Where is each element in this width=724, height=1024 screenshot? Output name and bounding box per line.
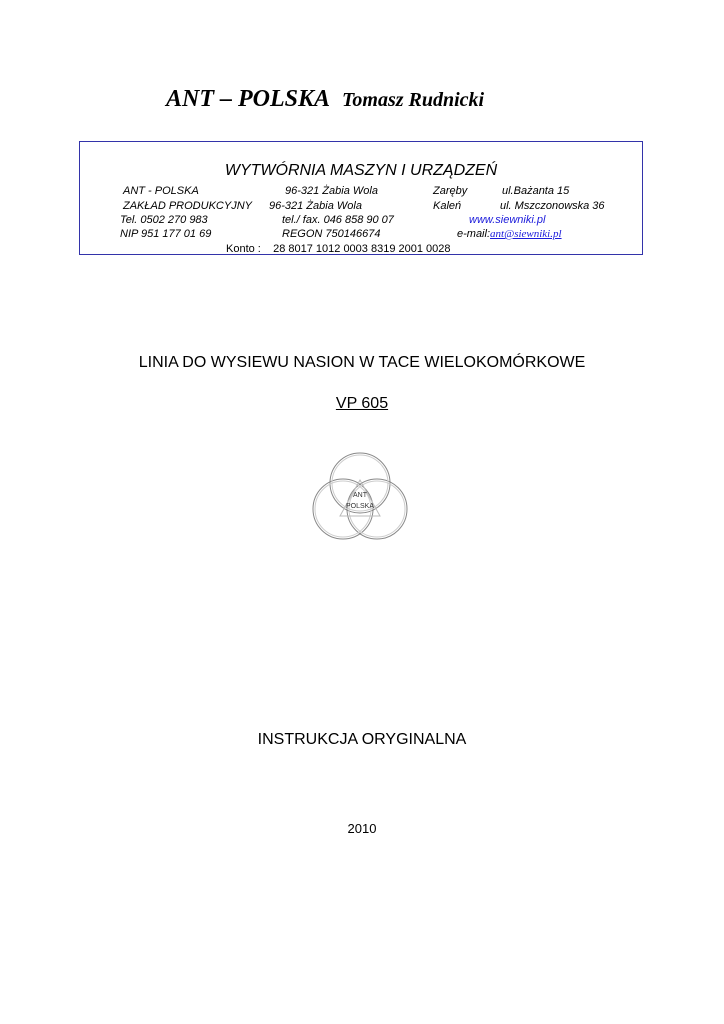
website-link[interactable]: www.siewniki.pl xyxy=(469,214,546,226)
row2-postcode: 96-321 Żabia Wola xyxy=(269,200,362,212)
row1-locality: Zaręby xyxy=(433,185,468,197)
model-number-row xyxy=(0,395,724,413)
account-number: 28 8017 1012 0003 8319 2001 0028 xyxy=(273,243,451,255)
document-subtitle: INSTRUKCJA ORYGINALNA xyxy=(257,731,467,748)
fax-number: tel./ fax. 046 858 90 07 xyxy=(282,214,394,226)
phone-number: Tel. 0502 270 983 xyxy=(120,214,208,226)
logo-text-polska: POLSKA xyxy=(345,503,375,510)
model-number: VP 605 xyxy=(335,395,389,412)
regon-number: REGON 750146674 xyxy=(282,228,381,240)
document-year: 2010 xyxy=(347,821,377,836)
email-label: e-mail: xyxy=(457,228,491,240)
ant-polska-logo xyxy=(310,450,410,542)
row1-company: ANT - POLSKA xyxy=(123,185,199,197)
row1-postcode: 96-321 Żabia Wola xyxy=(285,185,378,197)
row1-street: ul.Bażanta 15 xyxy=(502,185,570,197)
row2-street: ul. Mszczonowska 36 xyxy=(500,200,605,212)
logo-text-ant: ANT xyxy=(353,492,367,499)
company-header xyxy=(166,86,484,113)
nip-number: NIP 951 177 01 69 xyxy=(120,228,212,240)
bank-account xyxy=(226,243,451,255)
info-box-title: WYTWÓRNIA MASZYN I URZĄDZEŃ xyxy=(224,162,498,179)
account-label: Konto : xyxy=(226,243,261,255)
document-title: LINIA DO WYSIEWU NASION W TACE WIELOKOMÓRKOWE xyxy=(138,354,586,371)
company-name: ANT – POLSKA xyxy=(166,86,331,112)
email-link[interactable]: ant@siewniki.pl xyxy=(490,228,562,240)
row2-plant: ZAKŁAD PRODUKCYJNY xyxy=(123,200,252,212)
owner-name: Tomasz Rudnicki xyxy=(342,89,485,111)
row2-locality: Kaleń xyxy=(433,200,462,212)
email-row xyxy=(457,228,562,240)
company-info-box xyxy=(79,141,643,255)
